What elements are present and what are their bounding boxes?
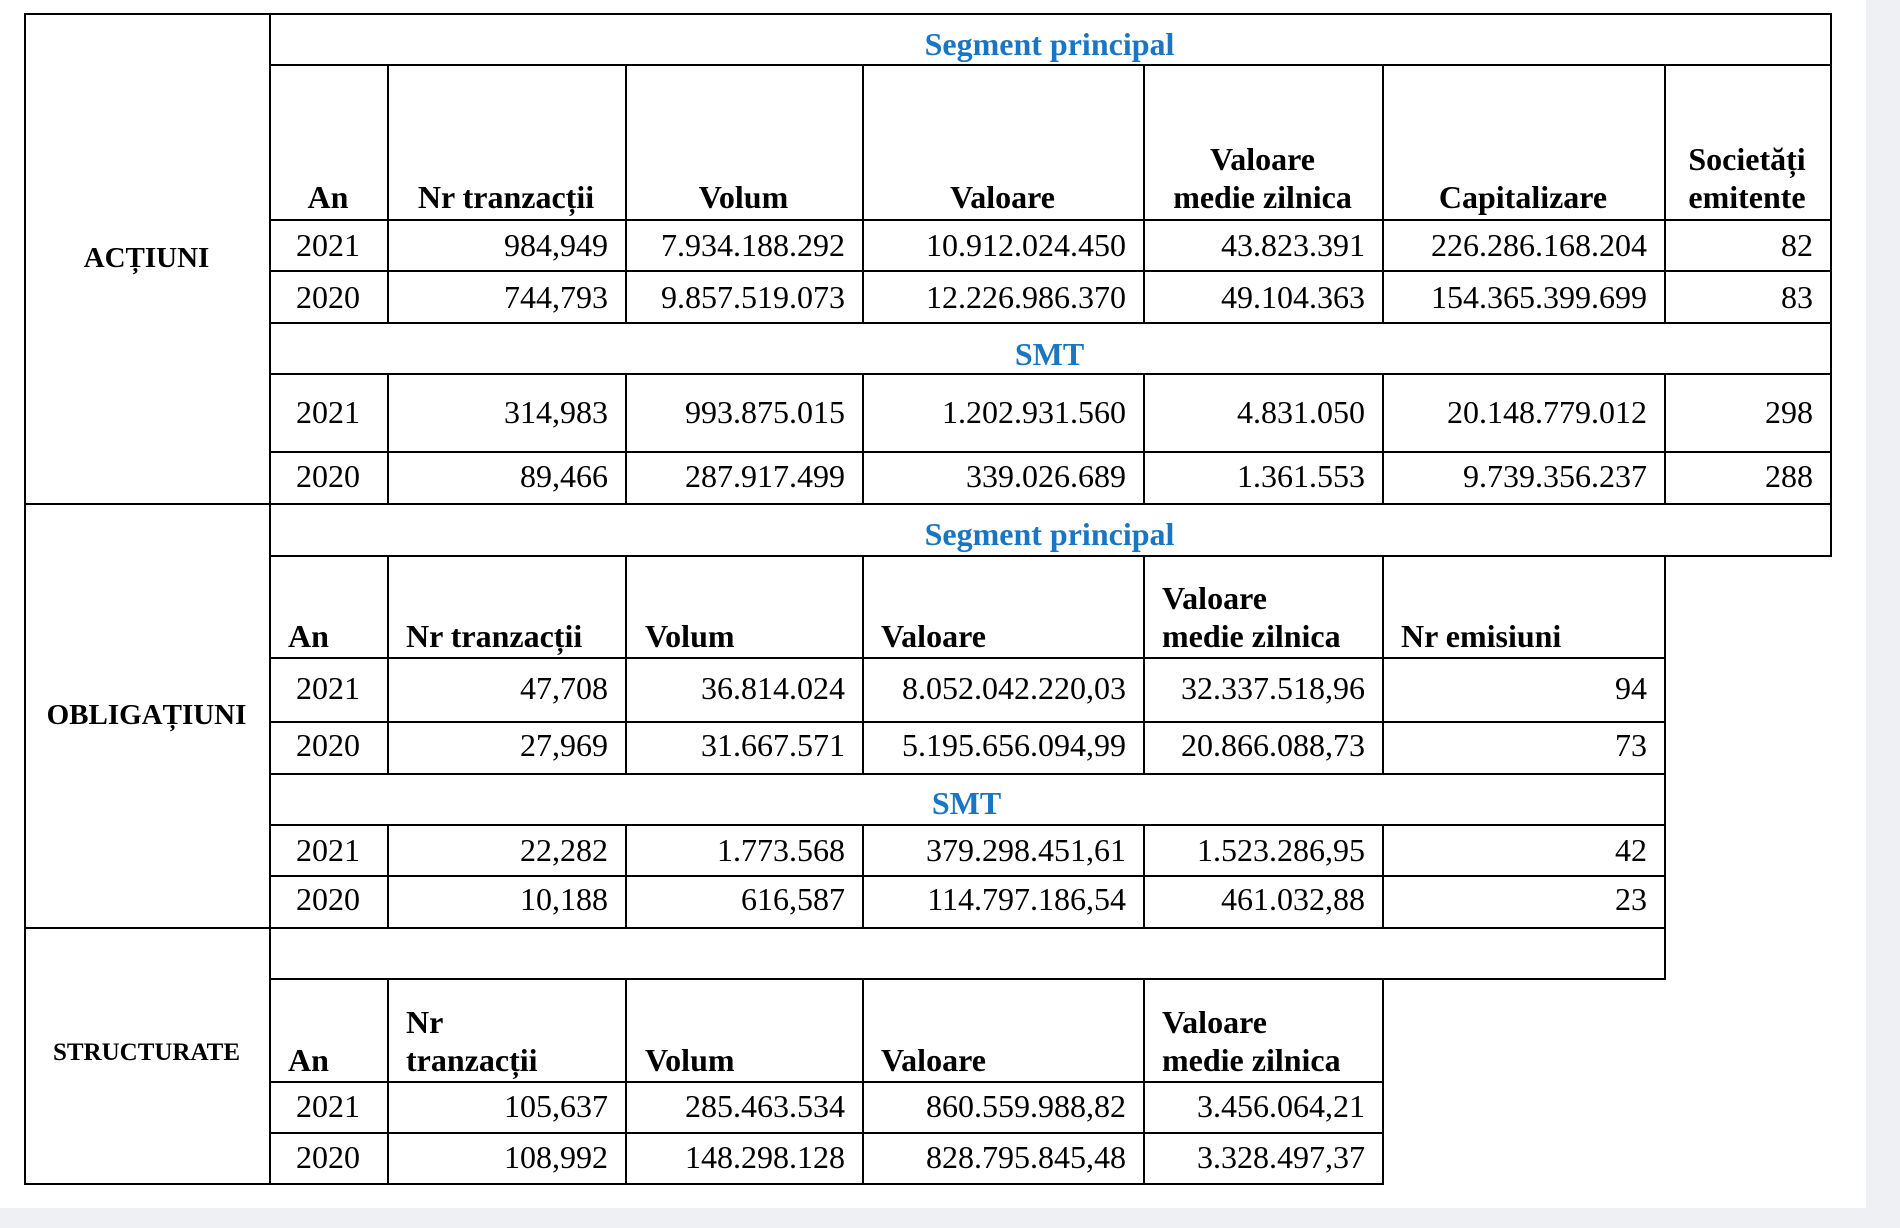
obligatiuni-header-volum: Volum [645, 618, 735, 654]
obligatiuni-header-nr-tranzactii: Nr tranzacții [406, 618, 583, 654]
actiuni-smt-nr-tranzactii-2021: 314,983 [504, 394, 608, 430]
table-bottom-border [24, 1183, 1384, 1185]
table-h-rule [269, 978, 1666, 980]
actiuni-principal-valoare-2020: 12.226.986.370 [926, 279, 1126, 315]
actiuni-smt-title: SMT [1014, 336, 1085, 372]
obligatiuni-principal-year-2020: 2020 [296, 727, 360, 763]
obligatiuni-principal-volum-2021: 36.814.024 [701, 670, 845, 706]
obligatiuni-principal-nr-emisiuni-2020: 73 [1615, 727, 1647, 763]
table-h-rule [269, 824, 1666, 826]
actiuni-smt-valoare-medie-2020: 1.361.553 [1237, 458, 1365, 494]
structurate-header-nr-tranzactii: Nr tranzacții [406, 1004, 538, 1078]
obligatiuni-principal-volum-2020: 31.667.571 [701, 727, 845, 763]
actiuni-principal-societati-2021: 82 [1781, 227, 1813, 263]
table-v-rule [1664, 927, 1666, 980]
structurate-volum-2020: 148.298.128 [685, 1139, 845, 1175]
category-structurate: STRUCTURATE [52, 1039, 241, 1066]
actiuni-smt-capitalizare-2021: 20.148.779.012 [1447, 394, 1647, 430]
actiuni-smt-valoare-2020: 339.026.689 [966, 458, 1126, 494]
actiuni-header-nr-tranzactii: Nr tranzacții [417, 179, 595, 215]
obligatiuni-smt-year-2021: 2021 [296, 832, 360, 868]
actiuni-smt-societati-2020: 288 [1765, 458, 1813, 494]
obligatiuni-smt-title: SMT [931, 785, 1002, 821]
obligatiuni-header-valoare: Valoare [881, 618, 986, 654]
actiuni-header-year: An [307, 179, 349, 215]
actiuni-principal-societati-2020: 83 [1781, 279, 1813, 315]
table-h-rule [269, 657, 1666, 659]
obligatiuni-header-nr-emisiuni: Nr emisiuni [1401, 618, 1562, 654]
actiuni-principal-nr-tranzactii-2021: 984,949 [504, 227, 608, 263]
obligatiuni-bottom-rule [24, 927, 1666, 929]
structurate-header-valoare: Valoare [881, 1042, 986, 1078]
structurate-header-valoare-medie: Valoare medie zilnica [1162, 1004, 1341, 1078]
structurate-year-2020: 2020 [296, 1139, 360, 1175]
actiuni-principal-year-2020: 2020 [296, 279, 360, 315]
table-h-rule [269, 64, 1832, 66]
table-h-rule [269, 451, 1832, 453]
table-h-rule [269, 322, 1832, 324]
actiuni-smt-valoare-medie-2021: 4.831.050 [1237, 394, 1365, 430]
structurate-valoare-2020: 828.795.845,48 [926, 1139, 1126, 1175]
obligatiuni-principal-nr-tranzactii-2020: 27,969 [520, 727, 608, 763]
table-left-border [24, 13, 26, 1185]
actiuni-principal-valoare-medie-2020: 49.104.363 [1221, 279, 1365, 315]
structurate-nr-tranzactii-2021: 105,637 [504, 1088, 608, 1124]
category-obligatiuni: OBLIGAȚIUNI [46, 699, 247, 731]
obligatiuni-smt-nr-tranzactii-2020: 10,188 [520, 881, 608, 917]
table-h-rule [269, 773, 1666, 775]
obligatiuni-header-valoare-medie: Valoare medie zilnica [1162, 580, 1341, 654]
actiuni-header-valoare: Valoare [950, 179, 1055, 215]
structurate-header-volum: Volum [645, 1042, 735, 1078]
obligatiuni-principal-valoare-medie-2021: 32.337.518,96 [1181, 670, 1365, 706]
obligatiuni-smt-valoare-medie-2021: 1.523.286,95 [1197, 832, 1365, 868]
category-actiuni: ACȚIUNI [83, 242, 210, 274]
obligatiuni-principal-valoare-2021: 8.052.042.220,03 [902, 670, 1126, 706]
obligatiuni-principal-nr-tranzactii-2021: 47,708 [520, 670, 608, 706]
actiuni-principal-year-2021: 2021 [296, 227, 360, 263]
table-h-rule [269, 555, 1832, 557]
actiuni-principal-valoare-medie-2021: 43.823.391 [1221, 227, 1365, 263]
table-h-rule [269, 270, 1832, 272]
structurate-nr-tranzactii-2020: 108,992 [504, 1139, 608, 1175]
actiuni-smt-volum-2020: 287.917.499 [685, 458, 845, 494]
actiuni-bottom-rule [24, 503, 1832, 505]
actiuni-smt-valoare-2021: 1.202.931.560 [942, 394, 1126, 430]
obligatiuni-smt-volum-2020: 616,587 [741, 881, 845, 917]
obligatiuni-principal-valoare-2020: 5.195.656.094,99 [902, 727, 1126, 763]
actiuni-smt-societati-2021: 298 [1765, 394, 1813, 430]
table-h-rule [269, 219, 1832, 221]
obligatiuni-smt-volum-2021: 1.773.568 [717, 832, 845, 868]
table-h-rule [269, 1132, 1384, 1134]
actiuni-principal-volum-2021: 7.934.188.292 [661, 227, 845, 263]
actiuni-smt-volum-2021: 993.875.015 [685, 394, 845, 430]
actiuni-top-rule-2 [269, 13, 1832, 15]
actiuni-segment-principal-title: Segment principal [924, 26, 1175, 62]
actiuni-smt-year-2020: 2020 [296, 458, 360, 494]
actiuni-principal-volum-2020: 9.857.519.073 [661, 279, 845, 315]
actiuni-right-border [1830, 13, 1832, 557]
structurate-volum-2021: 285.463.534 [685, 1088, 845, 1124]
table-v-rule [1664, 555, 1666, 775]
actiuni-smt-year-2021: 2021 [296, 394, 360, 430]
actiuni-principal-nr-tranzactii-2020: 744,793 [504, 279, 608, 315]
obligatiuni-smt-nr-emisiuni-2020: 23 [1615, 881, 1647, 917]
obligatiuni-smt-year-2020: 2020 [296, 881, 360, 917]
obligatiuni-principal-nr-emisiuni-2021: 94 [1615, 670, 1647, 706]
obligatiuni-principal-valoare-medie-2020: 20.866.088,73 [1181, 727, 1365, 763]
actiuni-smt-capitalizare-2020: 9.739.356.237 [1463, 458, 1647, 494]
obligatiuni-principal-year-2021: 2021 [296, 670, 360, 706]
right-background-strip [1866, 0, 1900, 1228]
actiuni-top-rule [24, 13, 271, 15]
obligatiuni-smt-valoare-2020: 114.797.186,54 [927, 881, 1126, 917]
actiuni-principal-capitalizare-2020: 154.365.399.699 [1431, 279, 1647, 315]
actiuni-smt-nr-tranzactii-2020: 89,466 [520, 458, 608, 494]
obligatiuni-smt-valoare-medie-2020: 461.032,88 [1221, 881, 1365, 917]
table-h-rule [269, 875, 1666, 877]
actiuni-header-societati: Societăți emitente [1688, 141, 1806, 215]
table-h-rule [269, 1081, 1384, 1083]
bottom-background-strip [0, 1208, 1900, 1228]
actiuni-header-capitalizare: Capitalizare [1438, 179, 1608, 215]
actiuni-principal-valoare-2021: 10.912.024.450 [926, 227, 1126, 263]
structurate-valoare-medie-2020: 3.328.497,37 [1197, 1139, 1365, 1175]
table-h-rule [269, 373, 1832, 375]
table-v-rule [1664, 773, 1666, 929]
obligatiuni-segment-principal-title: Segment principal [924, 516, 1175, 552]
obligatiuni-header-year: An [288, 618, 329, 654]
structurate-header-year: An [288, 1042, 329, 1078]
actiuni-header-valoare-medie: Valoare medie zilnica [1173, 141, 1352, 215]
obligatiuni-smt-nr-emisiuni-2021: 42 [1615, 832, 1647, 868]
structurate-valoare-2021: 860.559.988,82 [926, 1088, 1126, 1124]
table-h-rule [269, 721, 1666, 723]
structurate-year-2021: 2021 [296, 1088, 360, 1124]
actiuni-header-volum: Volum [698, 179, 789, 215]
obligatiuni-smt-valoare-2021: 379.298.451,61 [926, 832, 1126, 868]
actiuni-principal-capitalizare-2021: 226.286.168.204 [1431, 227, 1647, 263]
table-v-rule [1382, 978, 1384, 1185]
structurate-valoare-medie-2021: 3.456.064,21 [1197, 1088, 1365, 1124]
obligatiuni-smt-nr-tranzactii-2021: 22,282 [520, 832, 608, 868]
